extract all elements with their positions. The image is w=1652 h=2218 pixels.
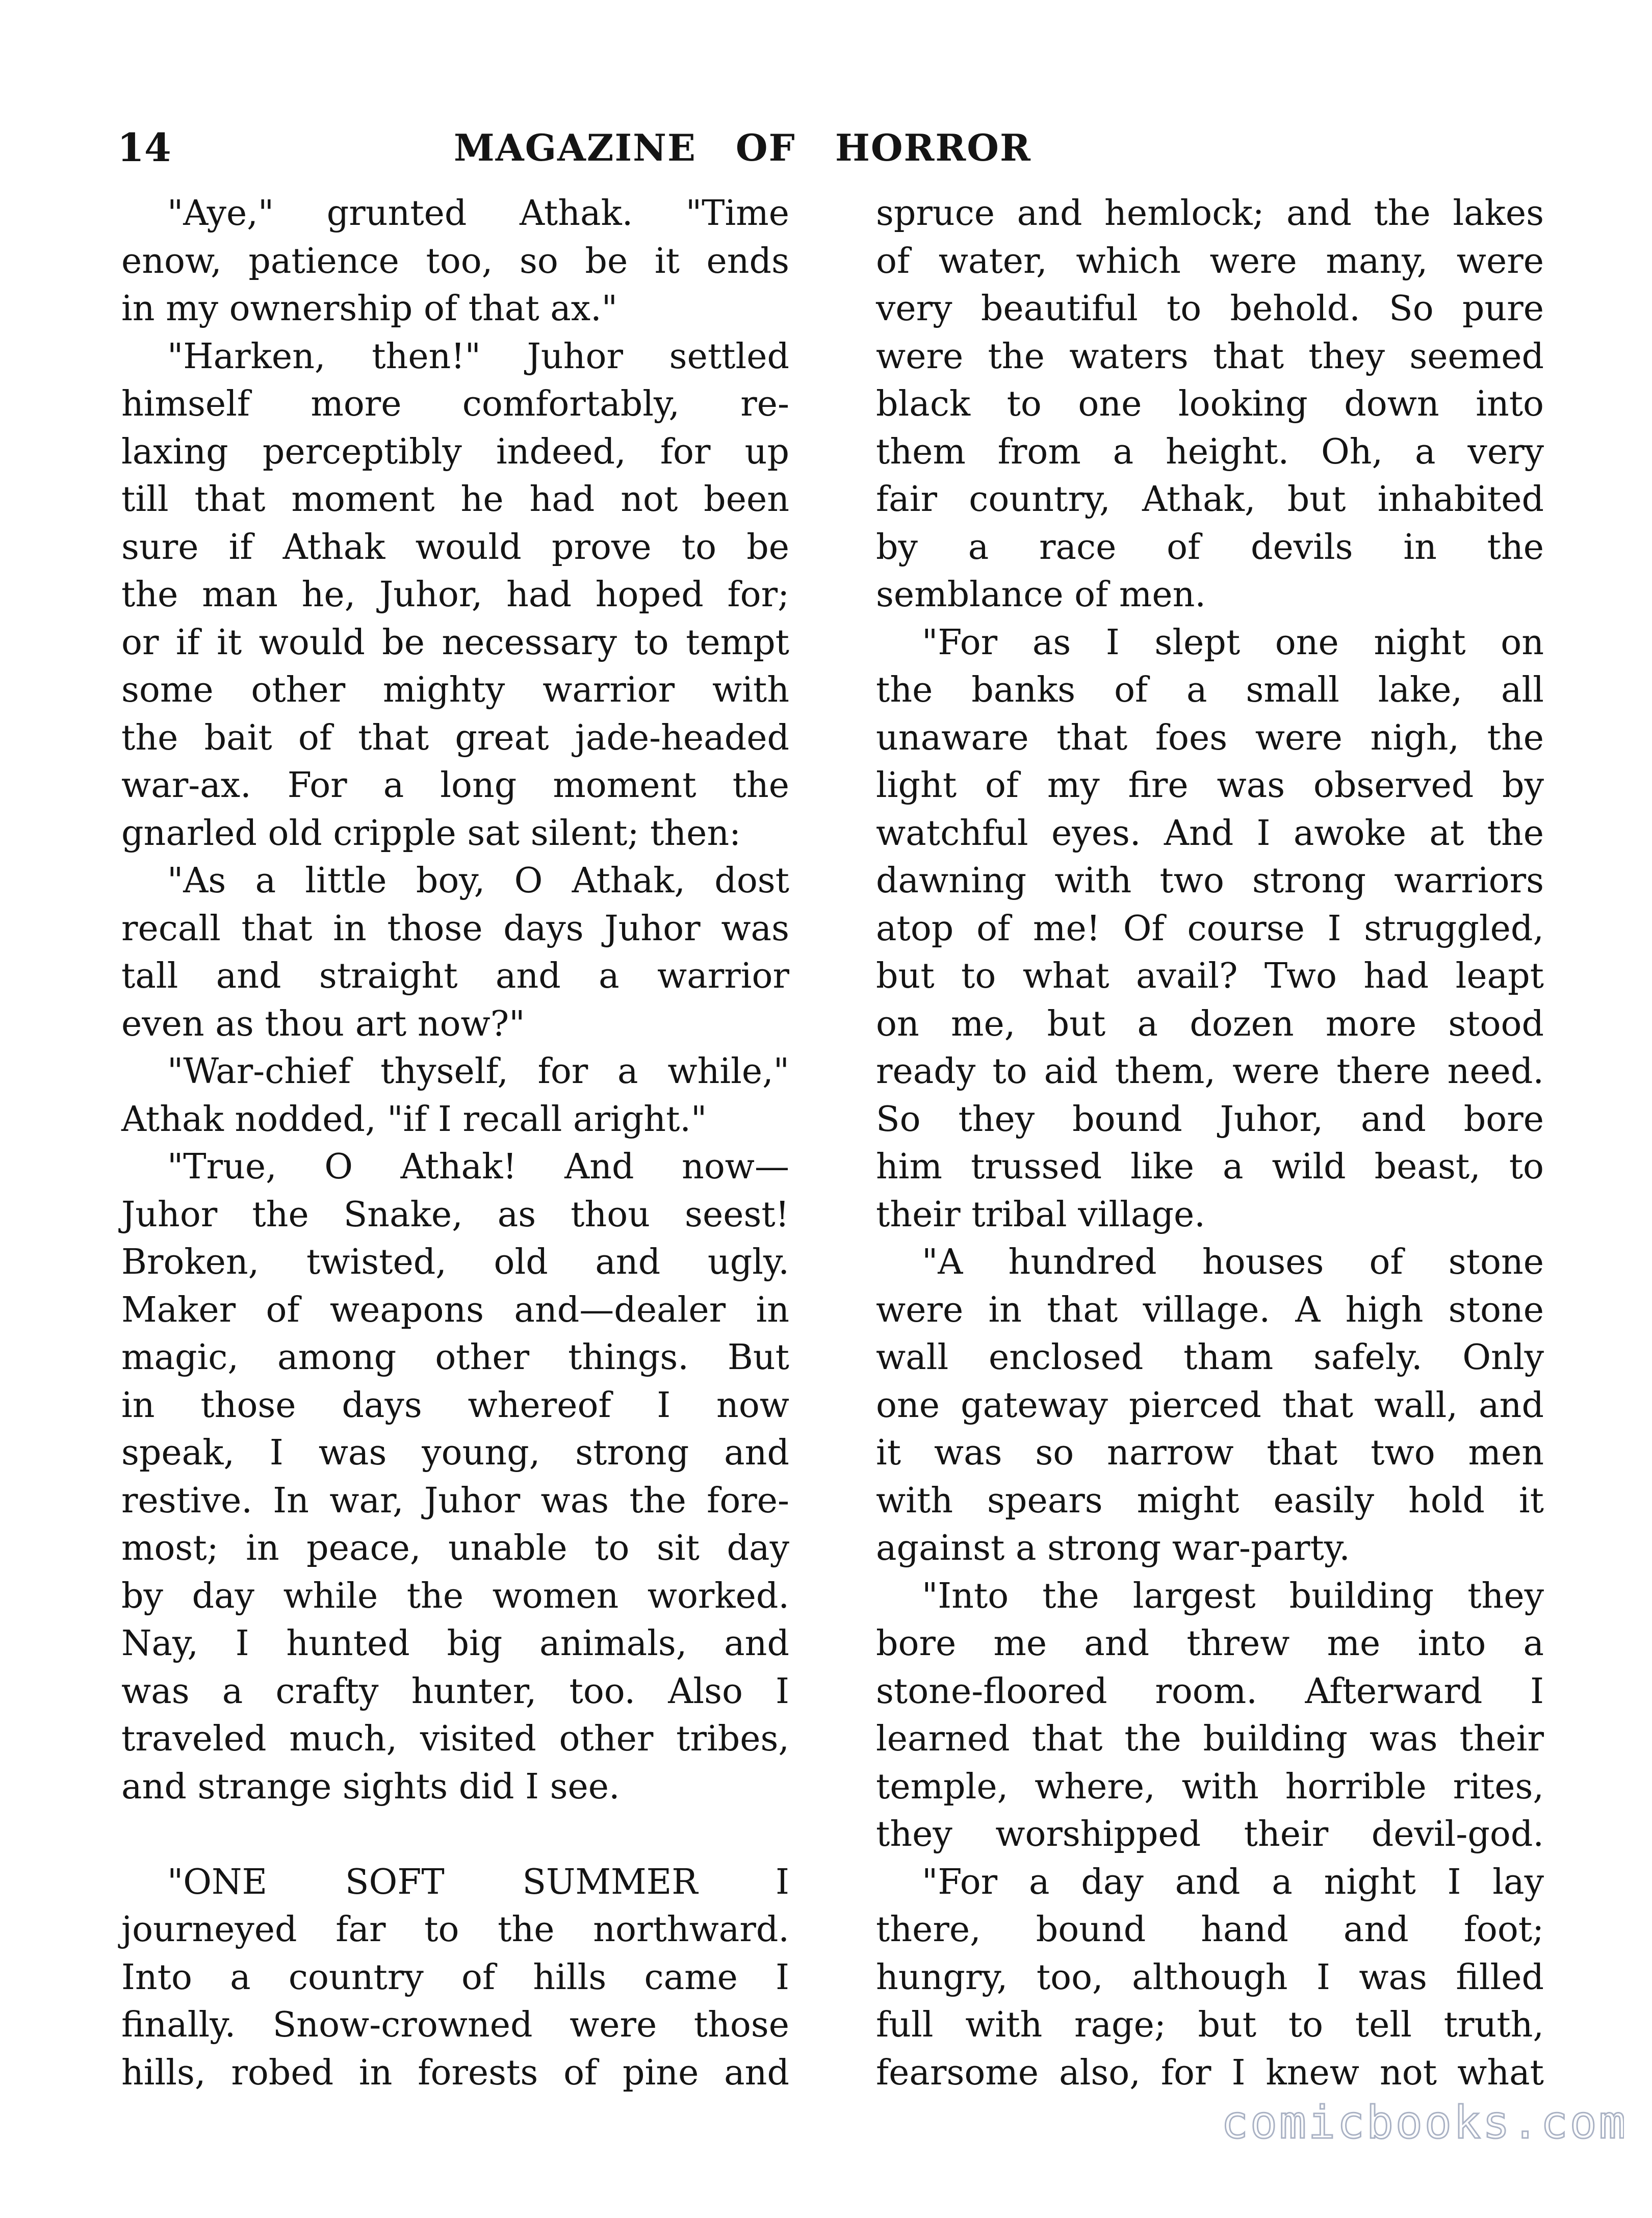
text-line: their tribal village. <box>876 1194 1205 1235</box>
text-line: wall enclosed tham safely. Only <box>876 1337 1544 1378</box>
watermark <box>1216 2093 1624 2154</box>
running-title: MAGAZINE OF HORROR <box>454 126 1031 169</box>
text-line: ready to aid them, were there need. <box>876 1051 1544 1092</box>
page-number: 14 <box>117 125 171 170</box>
text-line: the man he, Juhor, had hoped for; <box>121 575 789 615</box>
text-line: bore me and threw me into a <box>876 1623 1544 1664</box>
text-line: semblance of men. <box>876 575 1206 615</box>
text-line: in those days whereof I now <box>121 1385 789 1426</box>
text-line: dawning with two strong warriors <box>876 861 1544 901</box>
page-header <box>117 122 1545 178</box>
text-line: them from a height. Oh, a very <box>876 431 1544 472</box>
text-line: it was so narrow that two men <box>876 1433 1544 1473</box>
watermark-text: comicbooks.com <box>1221 2096 1624 2149</box>
text-line: "For a day and a night I lay <box>922 1862 1544 1902</box>
text-line: Juhor the Snake, as thou seest! <box>121 1194 789 1235</box>
text-line: fearsome also, for I knew not what <box>876 2052 1544 2093</box>
text-line: very beautiful to behold. So pure <box>876 289 1544 329</box>
text-line: but to what avail? Two had leapt <box>876 956 1544 996</box>
text-line: one gateway pierced that wall, and <box>876 1385 1544 1426</box>
text-line: magic, among other things. But <box>121 1337 789 1378</box>
text-line: were the waters that they seemed <box>876 336 1544 377</box>
text-line: hills, robed in forests of pine and <box>121 2052 789 2093</box>
text-line: Into a country of hills came I <box>121 1957 789 1998</box>
text-line: fair country, Athak, but inhabited <box>876 479 1544 520</box>
text-line: against a strong war-party. <box>876 1528 1350 1568</box>
text-line: most; in peace, unable to sit day <box>121 1528 789 1568</box>
section-break <box>121 1811 789 1859</box>
text-line: "War-chief thyself, for a while," <box>167 1051 789 1092</box>
left-column <box>121 190 789 2097</box>
text-line: in my ownership of that ax." <box>121 289 618 329</box>
text-line: was a crafty hunter, too. Also I <box>121 1671 789 1712</box>
text-line: "A hundred houses of stone <box>922 1242 1544 1282</box>
text-line: traveled much, visited other tribes, <box>121 1719 789 1759</box>
text-line: stone-floored room. Afterward I <box>876 1671 1544 1712</box>
text-line: even as thou art now?" <box>121 1003 525 1044</box>
text-line: "For as I slept one night on <box>922 622 1544 663</box>
text-line: hungry, too, although I was filled <box>876 1957 1544 1998</box>
text-line: tall and straight and a warrior <box>121 956 789 996</box>
text-line: enow, patience too, so be it ends <box>121 241 789 281</box>
text-line: So they bound Juhor, and bore <box>876 1099 1544 1140</box>
text-line: "Aye," grunted Athak. "Time <box>167 193 789 234</box>
text-line: learned that the building was their <box>876 1719 1544 1759</box>
text-line: by a race of devils in the <box>876 527 1544 568</box>
text-line: watchful eyes. And I awoke at the <box>876 813 1544 854</box>
text-line: Nay, I hunted big animals, and <box>121 1623 789 1664</box>
text-line: till that moment he had not been <box>121 479 789 520</box>
text-line: restive. In war, Juhor was the fore- <box>121 1480 789 1521</box>
text-line: by day while the women worked. <box>121 1576 789 1616</box>
text-line: unaware that foes were nigh, the <box>876 717 1544 758</box>
text-line: the banks of a small lake, all <box>876 670 1544 710</box>
text-line: the bait of that great jade-headed <box>121 717 789 758</box>
text-line: "True, O Athak! And now— <box>167 1147 789 1187</box>
text-line: were in that village. A high stone <box>876 1289 1544 1330</box>
text-line: Athak nodded, "if I recall aright." <box>121 1099 707 1140</box>
text-line: full with rage; but to tell truth, <box>876 2005 1544 2045</box>
text-line: with spears might easily hold it <box>876 1480 1544 1521</box>
text-line: finally. Snow-crowned were those <box>121 2005 789 2045</box>
text-line: of water, which were many, were <box>876 241 1544 281</box>
text-line: him trussed like a wild beast, to <box>876 1147 1544 1187</box>
text-line: sure if Athak would prove to be <box>121 527 789 568</box>
text-line: some other mighty warrior with <box>121 670 789 710</box>
text-line: himself more comfortably, re- <box>121 384 789 424</box>
text-line: they worshipped their devil-god. <box>876 1814 1544 1854</box>
right-column <box>876 190 1544 2097</box>
text-line: and strange sights did I see. <box>121 1766 620 1807</box>
text-line: laxing perceptibly indeed, for up <box>121 431 789 472</box>
text-line: light of my fire was observed by <box>876 765 1544 806</box>
text-line: there, bound hand and foot; <box>876 1910 1544 1950</box>
text-line: "Into the largest building they <box>922 1576 1544 1616</box>
text-line: Broken, twisted, old and ugly. <box>121 1242 789 1282</box>
text-line: Maker of weapons and—dealer in <box>121 1289 789 1330</box>
text-line: gnarled old cripple sat silent; then: <box>121 813 741 854</box>
text-line: atop of me! Of course I struggled, <box>876 908 1544 949</box>
text-line: recall that in those days Juhor was <box>121 908 789 949</box>
text-line: "As a little boy, O Athak, dost <box>167 861 789 901</box>
text-line: spruce and hemlock; and the lakes <box>876 193 1544 234</box>
text-line: speak, I was young, strong and <box>121 1433 789 1473</box>
text-line: temple, where, with horrible rites, <box>876 1766 1544 1807</box>
watermark-logo <box>1216 2093 1624 2154</box>
text-line: black to one looking down into <box>876 384 1544 424</box>
section-opening-line: "ONE SOFT SUMMER I <box>167 1862 789 1902</box>
text-line: on me, but a dozen more stood <box>876 1003 1544 1044</box>
text-line: journeyed far to the northward. <box>121 1910 789 1950</box>
text-line: or if it would be necessary to tempt <box>121 622 789 663</box>
text-line: "Harken, then!" Juhor settled <box>167 336 789 377</box>
text-line: war-ax. For a long moment the <box>121 765 789 806</box>
